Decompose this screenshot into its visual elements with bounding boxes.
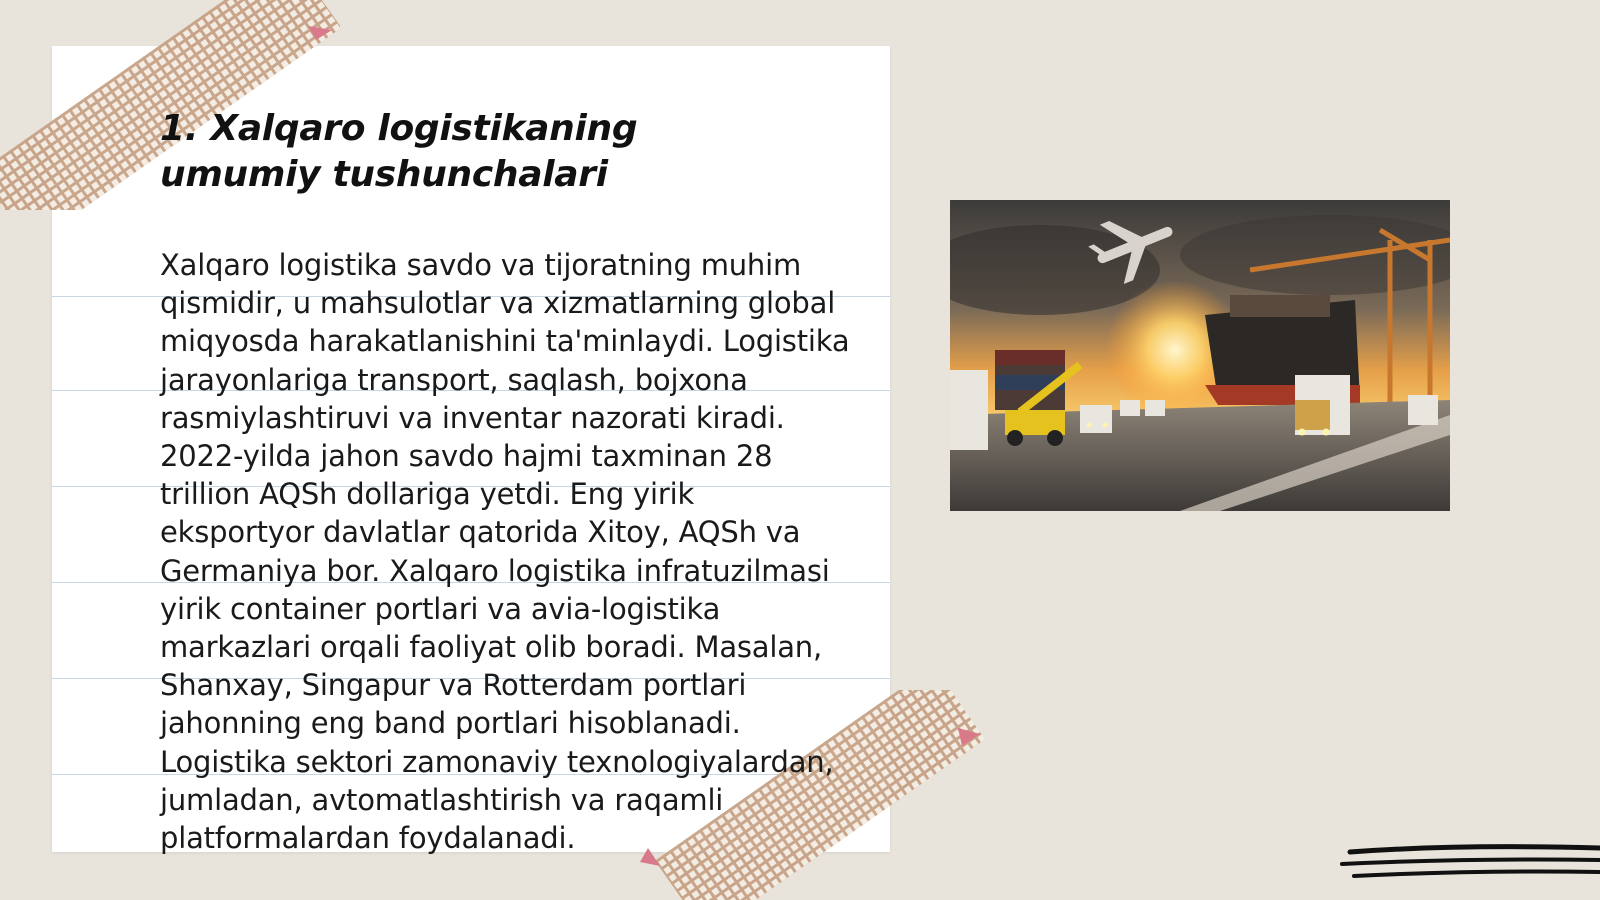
slide-body-text: Xalqaro logistika savdo va tijoratning muhim qismidir, u mahsulotlar va xizmatlarning global miqyosda harakatlanishini ta'minlaydi. Logistika jarayonlariga transport, saqlash, bojxona rasmiylashtiruvi va inventar nazorati kiradi. 2022-yilda jahon savdo hajmi taxminan 28 trillion AQSh dollariga yetdi. Eng yirik eksportyor davlatlar qatorida Xitoy, AQSh va Germaniya bor. Xalqaro logistika infratuzilmasi yirik container portlari va avia-logistika markazlari orqali faoliyat olib boradi. Masalan, Shanxay, Singapur va Rotterdam portlari jahonning eng band portlari hisoblanadi. Logistika sektori zamonaviy texnologiyalardan, jumladan, avtomatlashtirish va raqamli platformalardan foydalanadi. [160, 248, 850, 856]
logistics-photo [950, 200, 1450, 511]
slide-title: 1. Xalqaro logistikaning umumiy tushunchalari [160, 108, 638, 195]
decorative-brush-lines [1340, 840, 1600, 890]
